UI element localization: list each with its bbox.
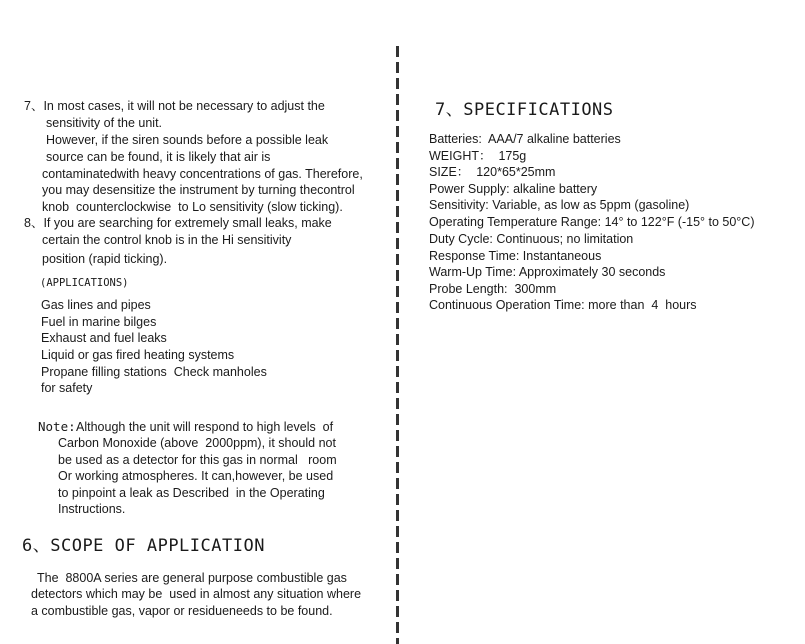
list-item: Gas lines and pipes [41,298,151,312]
spec-line: WEIGHT： 175g [429,149,527,163]
note-line: Although the unit will respond to high levels of [76,420,334,434]
note-line: Instructions. [58,502,126,516]
item-7-line: 7、In most cases, it will not be necessary to adjust the [24,99,325,113]
specifications-section-title: 7、SPECIFICATIONS [435,100,614,120]
note-line: be used as a detector for this gas in normal room [58,453,337,467]
item-7-line: you may desensitize the instrument by turning thecontrol [42,183,355,197]
note-line: Carbon Monoxide (above 2000ppm), it should not [58,436,336,450]
list-item: Propane filling stations Check manholes [41,365,267,379]
column-divider [396,46,399,644]
spec-line: SIZE： 120*65*25mm [429,165,556,179]
spec-line: Power Supply: alkaline battery [429,182,598,196]
note-line: Or working atmospheres. It can,however, be used [58,469,334,483]
item-7-line: source can be found, it is likely that air is [46,150,271,164]
item-7-line: knob counterclockwise to Lo sensitivity (slow ticking). [42,200,343,214]
item-8-line: 8、If you are searching for extremely small leaks, make [24,216,332,230]
list-item: for safety [41,381,93,395]
item-8-line: certain the control knob is in the Hi sensitivity [42,233,292,247]
scope-line: The 8800A series are general purpose combustible gas [37,571,347,585]
item-8-line: position (rapid ticking). [42,252,168,266]
item-7-line: However, if the siren sounds before a possible leak [46,133,329,147]
spec-line: Operating Temperature Range: 14° to 122°F (-15° to 50°C) [429,215,755,229]
list-item: Fuel in marine bilges [41,315,157,329]
note-line: to pinpoint a leak as Described in the Operating [58,486,325,500]
spec-line: Probe Length: 300mm [429,282,557,296]
list-item: Liquid or gas fired heating systems [41,348,235,362]
scope-line: detectors which may be used in almost any situation where [31,587,362,601]
applications-heading: (APPLICATIONS) [40,277,129,289]
item-7-line: contaminatedwith heavy concentrations of gas. Therefore, [42,167,363,181]
scope-section-title: 6、SCOPE OF APPLICATION [22,536,265,556]
note-label: Note: [38,419,76,434]
item-7-line: sensitivity of the unit. [46,116,163,130]
spec-line: Batteries: AAA/7 alkaline batteries [429,132,621,146]
scope-line: a combustible gas, vapor or residueneeds to be found. [31,604,333,618]
spec-line: Sensitivity: Variable, as low as 5ppm (gasoline) [429,198,690,212]
spec-line: Continuous Operation Time: more than 4 hours [429,298,697,312]
spec-line: Response Time: Instantaneous [429,249,602,263]
spec-line: Duty Cycle: Continuous; no limitation [429,232,634,246]
spec-line: Warm-Up Time: Approximately 30 seconds [429,265,666,279]
list-item: Exhaust and fuel leaks [41,331,167,345]
